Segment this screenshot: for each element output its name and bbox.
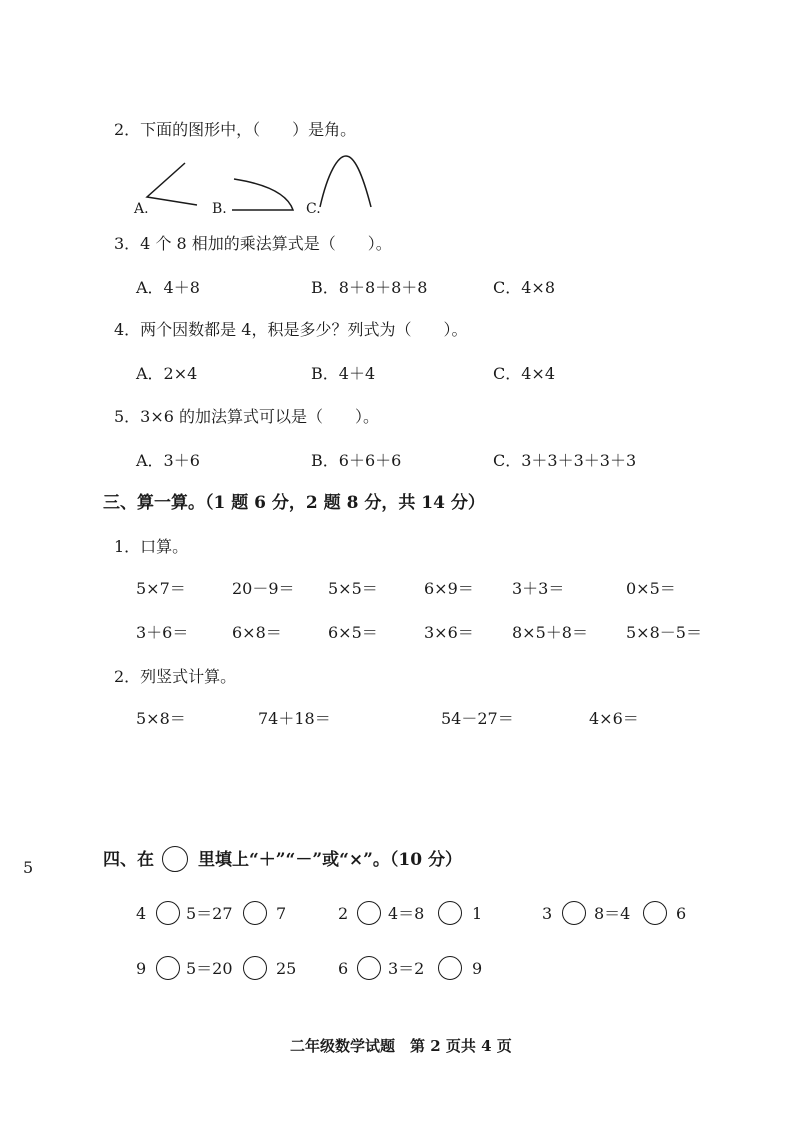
vertical-calc-item: 5×8＝ [136, 709, 186, 728]
q3-option-a: A．4＋8 [136, 278, 200, 297]
q5-option-c: C．3＋3＋3＋3＋3 [493, 451, 637, 470]
q3-option-c: C．4×8 [493, 278, 556, 297]
operator-blank-circle[interactable] [562, 901, 586, 925]
fill-item-middle: 8＝4 [594, 904, 631, 923]
fill-item-middle: 5＝20 [186, 959, 233, 978]
oral-calc-item: 5×7＝ [136, 579, 186, 598]
page-footer: 二年级数学试题 第 2 页共 4 页 [290, 1037, 512, 1055]
option-a-label: A. [134, 201, 149, 217]
curve-figure-c [318, 152, 376, 212]
oral-calc-item: 6×5＝ [328, 623, 378, 642]
operator-blank-circle[interactable] [156, 901, 180, 925]
operator-blank-circle[interactable] [156, 956, 180, 980]
fill-item-middle: 5＝27 [186, 904, 233, 923]
operator-blank-circle[interactable] [438, 901, 462, 925]
fill-item-operand: 4 [136, 904, 147, 923]
fill-item-middle: 3＝2 [388, 959, 425, 978]
oral-calc-item: 0×5＝ [626, 579, 676, 598]
section-4-title-post: 里填上“＋”“－”或“×”。（10 分） [198, 850, 462, 870]
fill-item-operand: 9 [472, 959, 483, 978]
option-b-label: B. [212, 201, 227, 217]
q5-option-b: B．6＋6＋6 [311, 451, 402, 470]
oral-calc-item: 6×9＝ [424, 579, 474, 598]
section-3-title: 三、算一算。（1 题 6 分，2 题 8 分，共 14 分） [103, 493, 485, 513]
fill-item-operand: 1 [472, 904, 483, 923]
oral-calc-item: 20－9＝ [232, 579, 295, 598]
vertical-calc-item: 54－27＝ [441, 709, 514, 728]
oral-calc-item: 3×6＝ [424, 623, 474, 642]
oral-calc-heading: 1．口算。 [114, 537, 189, 556]
section-4-title-pre: 四、在 [103, 850, 154, 870]
q4-option-b: B．4＋4 [311, 364, 376, 383]
oral-calc-item: 3＋3＝ [512, 579, 565, 598]
fill-item-operand: 9 [136, 959, 147, 978]
q4-option-a: A．2×4 [136, 364, 198, 383]
fill-item-middle: 4＝8 [388, 904, 425, 923]
q5-option-a: A．3＋6 [136, 451, 200, 470]
operator-blank-circle[interactable] [357, 956, 381, 980]
question-4-stem: 4．两个因数都是 4，积是多少？列式为（ ）。 [114, 320, 468, 339]
q4-option-c: C．4×4 [493, 364, 556, 383]
fill-item-operand: 6 [338, 959, 349, 978]
operator-blank-circle[interactable] [243, 956, 267, 980]
q3-option-b: B．8＋8＋8＋8 [311, 278, 428, 297]
margin-number: 5 [23, 858, 34, 877]
vertical-calc-item: 4×6＝ [589, 709, 639, 728]
option-c-label: C. [306, 201, 321, 217]
vertical-calc-heading: 2．列竖式计算。 [114, 667, 237, 686]
fill-item-operand: 7 [276, 904, 287, 923]
operator-blank-circle[interactable] [438, 956, 462, 980]
question-3-stem: 3．4 个 8 相加的乘法算式是（ ）。 [114, 234, 392, 253]
fill-item-operand: 25 [276, 959, 297, 978]
oral-calc-item: 8×5＋8＝ [512, 623, 588, 642]
oral-calc-item: 3＋6＝ [136, 623, 189, 642]
question-5-stem: 5．3×6 的加法算式可以是（ ）。 [114, 407, 380, 426]
oral-calc-item: 5×5＝ [328, 579, 378, 598]
arc-figure-b [230, 175, 300, 215]
oral-calc-item: 6×8＝ [232, 623, 282, 642]
operator-blank-circle[interactable] [357, 901, 381, 925]
operator-blank-circle[interactable] [643, 901, 667, 925]
circle-icon [162, 846, 188, 872]
operator-blank-circle[interactable] [243, 901, 267, 925]
fill-item-operand: 3 [542, 904, 553, 923]
oral-calc-item: 5×8－5＝ [626, 623, 702, 642]
angle-figure-a [145, 160, 200, 210]
fill-item-operand: 6 [676, 904, 687, 923]
fill-item-operand: 2 [338, 904, 349, 923]
vertical-calc-item: 74＋18＝ [258, 709, 331, 728]
question-2-stem: 2．下面的图形中，（ ）是角。 [114, 120, 357, 139]
